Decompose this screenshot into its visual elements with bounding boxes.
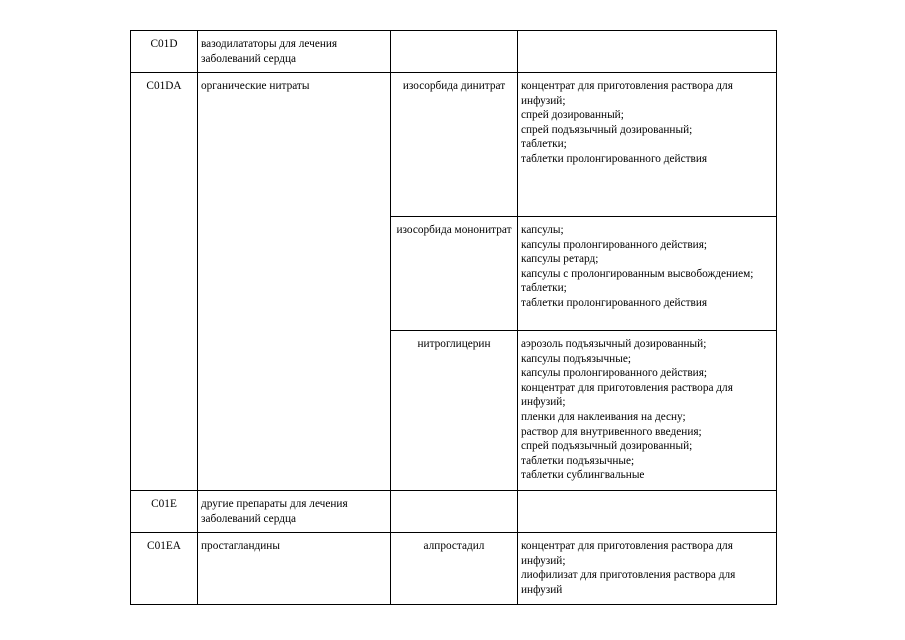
atc-code-cell: C01D — [131, 31, 198, 73]
dosage-form-item: капсулы подъязычные; — [521, 352, 631, 365]
dosage-form-item: раствор для внутривенного введения; — [521, 425, 702, 438]
dosage-forms-cell — [518, 31, 777, 73]
dosage-form-item: спрей подъязычный дозированный; — [521, 440, 693, 453]
substance-cell: изосорбида динитрат — [391, 73, 518, 217]
dosage-form-item: концентрат для приготовления раствора для инфузий; — [521, 540, 736, 567]
table-row — [131, 533, 777, 605]
table-row — [131, 491, 777, 533]
substance-cell: алпростадил — [391, 533, 518, 605]
dosage-form-item: капсулы; — [521, 224, 564, 236]
atc-code-cell: C01DA — [131, 73, 198, 491]
dosage-form-item: капсулы пролонгированного действия; — [521, 238, 708, 251]
dosage-form-item: таблетки; — [521, 282, 567, 295]
dosage-form-item: таблетки сублингвальные — [521, 469, 645, 482]
dosage-form-item: таблетки; — [521, 138, 567, 151]
dosage-forms-cell — [518, 491, 777, 533]
dosage-form-item: спрей дозированный; — [521, 109, 624, 122]
dosage-forms-cell — [518, 73, 777, 217]
dosage-form-item: аэрозоль подъязычный дозированный; — [521, 338, 707, 350]
atc-code-cell: C01E — [131, 491, 198, 533]
substance-cell — [391, 31, 518, 73]
dosage-form-item: таблетки пролонгированного действия — [521, 152, 708, 165]
dosage-form-item: концентрат для приготовления раствора для инфузий; — [521, 80, 736, 107]
dosage-form-item: таблетки пролонгированного действия — [521, 296, 708, 309]
dosage-form-item: капсулы ретард; — [521, 253, 599, 266]
pharmacological-group-cell: простагландины — [198, 533, 391, 605]
dosage-form-item: пленки для наклеивания на десну; — [521, 410, 686, 423]
pharmacological-group-cell: вазодилататоры для лечения заболеваний сердца — [198, 31, 391, 73]
table-row — [131, 73, 777, 217]
pharmacological-group-cell: органические нитраты — [198, 73, 391, 491]
dosage-form-item: концентрат для приготовления раствора для инфузий; — [521, 381, 736, 409]
substance-cell: изосорбида мононитрат — [391, 217, 518, 331]
dosage-form-item: таблетки подъязычные; — [521, 454, 635, 467]
atc-code-cell: C01EA — [131, 533, 198, 605]
substance-cell — [391, 491, 518, 533]
dosage-form-item: капсулы с пролонгированным высвобождением; — [521, 267, 754, 280]
dosage-form-item: спрей подъязычный дозированный; — [521, 123, 693, 136]
table-row — [131, 31, 777, 73]
drug-classification-table — [130, 30, 777, 605]
dosage-form-item: капсулы пролонгированного действия; — [521, 367, 708, 380]
dosage-forms-cell — [518, 331, 777, 491]
substance-cell: нитроглицерин — [391, 331, 518, 491]
pharmacological-group-cell: другие препараты для лечения заболеваний сердца — [198, 491, 391, 533]
dosage-forms-cell — [518, 533, 777, 605]
dosage-form-item: лиофилизат для приготовления раствора для инфузий — [521, 569, 739, 596]
dosage-forms-cell — [518, 217, 777, 331]
